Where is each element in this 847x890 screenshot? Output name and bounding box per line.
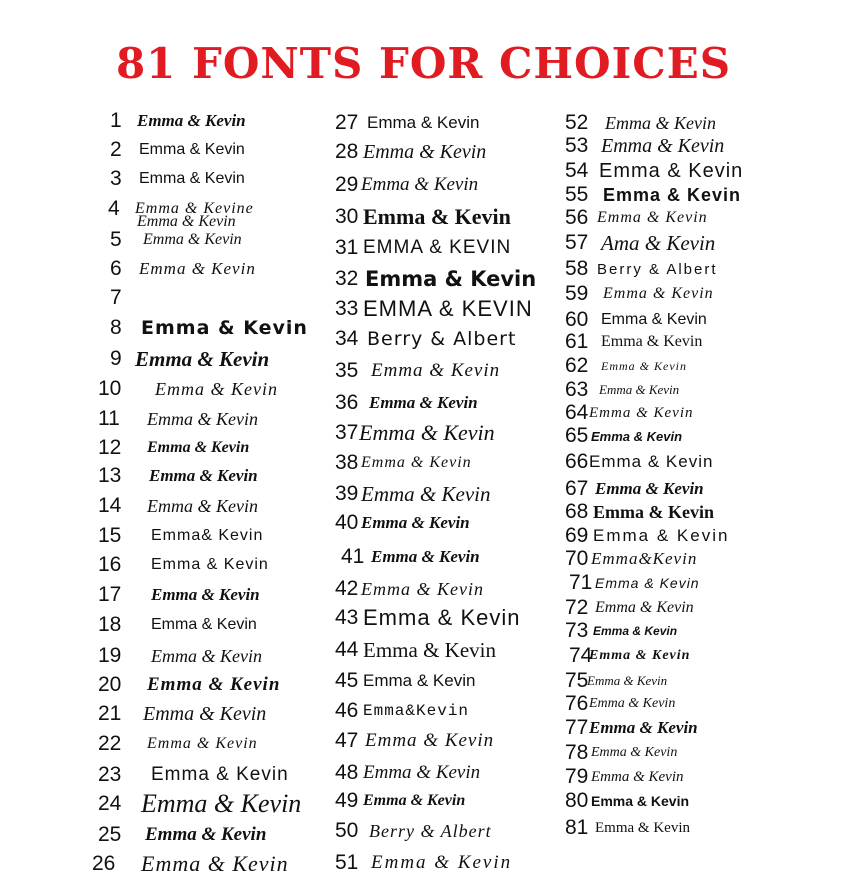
font-number: 48 [335,761,359,784]
font-sample: Emma & Kevin [361,454,472,471]
font-sample: Emma & Kevin [363,792,466,809]
font-sample: Emma & Kevin [605,112,716,133]
font-number: 47 [335,729,359,752]
font-sample: Emma & Kevin [141,317,308,339]
font-sample: Emma & Kevin [597,209,708,226]
font-number: 65 [565,424,589,447]
font-number: 42 [335,577,359,600]
font-number: 76 [565,692,589,715]
font-sample: Emma & Kevin [361,481,491,506]
font-option [0,447,847,477]
font-sample: Emma & Kevin [363,637,496,662]
font-number: 72 [565,596,589,619]
font-sample: Emma & Kevin [363,204,511,229]
font-sample: Emma & Kevin [595,819,690,836]
font-sample: Emma & Kevin [595,479,704,498]
font-number: 34 [335,327,359,350]
font-number: 56 [565,206,589,229]
font-sample: Emma & Kevin [135,346,270,371]
font-sample: Berry & Albert [597,260,718,278]
font-sample: Emma & Kevin [361,174,479,195]
font-number: 54 [565,159,589,182]
font-number: 40 [335,511,359,534]
font-number: 43 [335,606,359,629]
font-sample: Emma & Kevin [359,420,495,445]
font-number: 37 [335,421,359,444]
font-number: 69 [565,524,589,547]
font-sample: Emma & Kevin [599,382,680,397]
font-sample: Emma & Kevine [135,200,254,217]
font-sample: Emma & Kevin [147,495,258,516]
font-number: 39 [335,482,359,505]
font-number: 74 [569,644,593,667]
font-number: 25 [98,823,122,846]
font-number: 29 [335,173,359,196]
font-number: 18 [98,613,122,636]
font-sample: Emma & Kevin [139,170,245,187]
font-number: 45 [335,669,359,692]
font-number: 64 [565,401,589,424]
font-number: 41 [341,545,365,568]
font-number: 61 [565,330,589,353]
font-sample: Emma & Kevin [371,360,501,381]
font-number: 36 [335,391,359,414]
font-number: 58 [565,257,589,280]
font-sample: Emma & Kevin [147,439,250,456]
font-number: 24 [98,792,122,815]
font-number: 57 [565,231,589,254]
font-number: 51 [335,851,359,874]
font-number: 4 [108,197,120,220]
font-number: 17 [98,583,122,606]
font-sample: Emma & Kevin [147,674,281,695]
font-number: 53 [565,134,589,157]
font-number: 35 [335,359,359,382]
font-number: 33 [335,297,359,320]
font-sample: Emma & Kevin [371,547,480,566]
font-sample: Emma & Kevin [363,762,481,783]
font-sample: Emma & Kevin [593,501,714,522]
font-sample: Emma & Kevin [155,378,278,399]
font-sample: Emma & Kevin [591,768,684,785]
font-sample: Emma & Kevin [595,599,694,616]
font-sample: EMMA & KEVIN [363,237,512,258]
font-sample: Emma & Kevin [361,513,470,532]
font-sample: Emma & Kevin [589,404,694,421]
font-number: 67 [565,477,589,500]
font-number: 21 [98,702,122,725]
font-number: 50 [335,819,359,842]
font-number: 80 [565,789,589,812]
font-number: 78 [565,741,589,764]
font-sample: Emma & Kevin [587,673,668,688]
font-sample: Emma & Kevin [589,696,676,711]
font-sample: Emma & Kevin [151,645,262,666]
font-number: 28 [335,140,359,163]
font-sample: Emma & Kevin [139,259,256,278]
font-sample: Emma & Kevin [151,556,269,573]
font-sample: Emma & Kevin [591,428,683,444]
font-number: 13 [98,464,122,487]
font-number: 73 [565,619,589,642]
font-number: 31 [335,236,359,259]
font-number: 71 [569,571,593,594]
font-number: 30 [335,205,359,228]
font-sample: Emma & Kevin [589,718,698,737]
page-title: 81 FONTS FOR CHOICES [115,39,732,88]
font-sample: Emma & Kevin [601,134,725,157]
font-number: 70 [565,547,589,570]
font-number: 55 [565,183,589,206]
font-sample: Emma & Kevin [601,333,703,350]
font-number: 9 [110,347,122,370]
font-number: 7 [110,286,122,309]
font-sample: Emma & Kevin [593,624,678,638]
font-sample: Emma & Kevin [141,851,289,876]
font-sample: Emma & Kevin [601,358,687,373]
font-sample: Emma & Kevin [369,393,478,412]
font-sample: Emma & Kevin [603,285,714,302]
font-sample: Emma & Kevin [363,671,476,690]
font-sample: Berry & Albert [369,820,492,841]
font-number: 26 [92,852,116,875]
font-number: 27 [335,111,359,134]
font-number: 22 [98,732,122,755]
font-number: 32 [335,267,359,290]
font-number: 12 [98,436,122,459]
font-number: 8 [110,316,122,339]
font-number: 66 [565,450,589,473]
font-number: 81 [565,816,589,839]
font-number: 19 [98,644,122,667]
font-sample: Emma & Kevin [147,735,258,752]
font-sample: Emma & Kevin [371,852,513,873]
font-sample: Emma & Kevin [601,311,707,328]
font-number: 63 [565,378,589,401]
font-number: 11 [98,407,120,430]
font-sample: Emma & Kevin [589,648,691,663]
font-number: 15 [98,524,122,547]
font-sample: Berry & Albert [367,328,517,350]
font-number: 62 [565,354,589,377]
font-option [0,786,847,816]
font-number: 20 [98,673,122,696]
font-sample: Emma & Kevin [363,605,521,630]
font-sample: Emma & Kevin [137,213,236,230]
font-sample: Emma & Kevin [367,113,480,132]
font-number: 38 [335,451,359,474]
font-sample: Emma & Kevin [603,184,742,205]
font-sample: Emma & Kevin [365,267,537,291]
font-sample: Emma & Kevin [591,745,678,760]
font-sample: Ama & Kevin [601,230,716,255]
font-sample: Emma & Kevin [363,140,487,163]
font-sample: Emma & Kevin [591,793,690,809]
font-sample: Emma & Kevin [599,159,744,182]
font-sample: Emma & Kevin [143,231,242,248]
font-sample: Emma & Kevin [365,730,495,751]
font-number: 10 [98,377,122,400]
font-sample: Emma & Kevin [149,466,258,485]
font-sample: Emma & Kevin [361,578,484,599]
font-sample: Emma & Kevin [147,408,258,429]
font-sample: Emma & Kevin [593,526,730,545]
font-number: 44 [335,638,359,661]
font-number: 60 [565,308,589,331]
font-number: 52 [565,111,589,134]
font-sample: Emma & Kevin [141,789,302,818]
font-sample: Emma & Kevin [137,111,246,130]
font-sample: Emma&Kevin [363,702,470,720]
font-number: 5 [110,228,122,251]
font-option [0,848,847,878]
font-sample: Emma&Kevin [591,549,698,568]
font-number: 23 [98,763,122,786]
font-number: 49 [335,789,359,812]
font-number: 68 [565,500,589,523]
font-sample: EMMA & KEVIN [363,296,533,321]
font-number: 2 [110,138,122,161]
font-number: 79 [565,765,589,788]
font-sample: Emma & Kevin [589,452,714,471]
font-number: 75 [565,669,589,692]
font-number: 16 [98,553,122,576]
font-sample: Emma & Kevin [595,575,700,591]
font-sample: Emma & Kevin [151,585,260,604]
font-sample: Emma & Kevin [143,702,267,725]
font-number: 77 [565,716,589,739]
font-sample: Emma & Kevin [139,141,245,158]
font-sample: Emma & Kevin [151,616,257,633]
font-sample: Emma& Kevin [151,527,264,544]
font-number: 46 [335,699,359,722]
font-number: 3 [110,167,122,190]
font-number: 14 [98,494,122,517]
font-number: 1 [110,109,122,132]
font-sample: Emma & Kevin [151,764,289,785]
font-number: 6 [110,257,122,280]
font-option [0,813,847,843]
font-number: 59 [565,282,589,305]
font-sample: Emma & Kevin [145,824,267,845]
